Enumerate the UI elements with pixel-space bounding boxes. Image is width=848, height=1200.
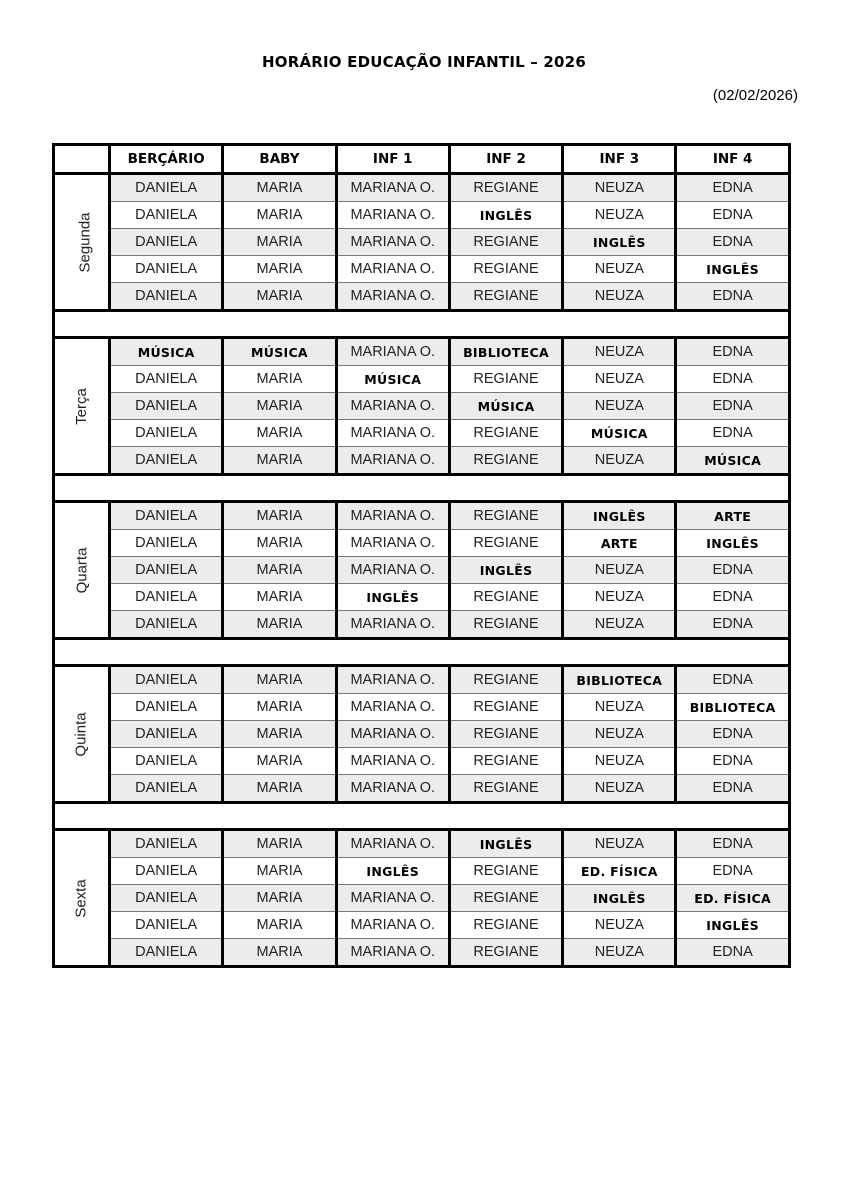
schedule-cell: DANIELA	[110, 256, 223, 283]
schedule-cell: EDNA	[676, 393, 789, 420]
schedule-cell: NEUZA	[563, 202, 676, 229]
separator-cell	[54, 639, 790, 666]
schedule-cell: EDNA	[676, 830, 789, 858]
schedule-cell: DANIELA	[110, 694, 223, 721]
schedule-cell: REGIANE	[449, 666, 562, 694]
schedule-cell: NEUZA	[563, 775, 676, 803]
schedule-cell: DANIELA	[110, 611, 223, 639]
schedule-cell: NEUZA	[563, 584, 676, 611]
schedule-cell: REGIANE	[449, 775, 562, 803]
schedule-cell: EDNA	[676, 611, 789, 639]
schedule-cell: MARIANA O.	[336, 885, 449, 912]
schedule-cell: EDNA	[676, 858, 789, 885]
day-label-text: Quarta	[72, 547, 90, 593]
table-row	[54, 557, 790, 584]
schedule-cell: EDNA	[676, 202, 789, 229]
day-label-quinta	[54, 666, 110, 803]
schedule-cell: MARIA	[223, 393, 336, 420]
schedule-cell: BIBLIOTECA	[676, 694, 789, 721]
document-date: (02/02/2026)	[712, 87, 798, 104]
schedule-cell: DANIELA	[110, 502, 223, 530]
schedule-cell: BIBLIOTECA	[563, 666, 676, 694]
schedule-cell: DANIELA	[110, 202, 223, 229]
schedule-cell: MARIA	[223, 530, 336, 557]
schedule-cell: DANIELA	[110, 721, 223, 748]
schedule-cell: MARIA	[223, 420, 336, 447]
schedule-cell: INGLÊS	[449, 830, 562, 858]
schedule-cell: ARTE	[563, 530, 676, 557]
schedule-cell: NEUZA	[563, 611, 676, 639]
table-row	[54, 748, 790, 775]
day-label-text: Segunda	[76, 211, 94, 273]
schedule-cell: REGIANE	[449, 283, 562, 311]
separator-cell	[54, 475, 790, 502]
schedule-cell: MARIANA O.	[336, 393, 449, 420]
schedule-cell: MARIA	[223, 666, 336, 694]
schedule-cell: EDNA	[676, 584, 789, 611]
table-row	[54, 283, 790, 311]
schedule-cell: REGIANE	[449, 174, 562, 202]
schedule-cell: NEUZA	[563, 283, 676, 311]
schedule-cell: MARIA	[223, 502, 336, 530]
schedule-cell: MARIANA O.	[336, 775, 449, 803]
table-row	[54, 366, 790, 393]
table-row	[54, 530, 790, 557]
schedule-cell: MARIANA O.	[336, 939, 449, 967]
schedule-cell: MÚSICA	[449, 393, 562, 420]
separator-cell	[54, 803, 790, 830]
schedule-cell: INGLÊS	[449, 557, 562, 584]
schedule-cell: DANIELA	[110, 447, 223, 475]
schedule-cell: INGLÊS	[563, 885, 676, 912]
table-row	[54, 830, 790, 858]
schedule-cell: INGLÊS	[336, 584, 449, 611]
table-row	[54, 420, 790, 447]
schedule-cell: EDNA	[676, 338, 789, 366]
table-row	[54, 338, 790, 366]
schedule-cell: REGIANE	[449, 885, 562, 912]
schedule-cell: MARIANA O.	[336, 611, 449, 639]
schedule-cell: MARIA	[223, 366, 336, 393]
header-inf2: INF 2	[449, 145, 562, 174]
schedule-cell: EDNA	[676, 283, 789, 311]
schedule-cell: INGLÊS	[563, 229, 676, 256]
table-row	[54, 584, 790, 611]
schedule-cell: EDNA	[676, 557, 789, 584]
schedule-cell: NEUZA	[563, 393, 676, 420]
schedule-cell: EDNA	[676, 775, 789, 803]
schedule-cell: REGIANE	[449, 420, 562, 447]
schedule-cell: REGIANE	[449, 858, 562, 885]
schedule-cell: MARIANA O.	[336, 447, 449, 475]
schedule-cell: INGLÊS	[449, 202, 562, 229]
schedule-cell: DANIELA	[110, 584, 223, 611]
schedule-cell: MARIA	[223, 830, 336, 858]
schedule-cell: MÚSICA	[223, 338, 336, 366]
schedule-cell: MARIANA O.	[336, 202, 449, 229]
schedule-cell: MARIA	[223, 283, 336, 311]
table-row	[54, 858, 790, 885]
table-row	[54, 447, 790, 475]
schedule-cell: MARIANA O.	[336, 748, 449, 775]
schedule-cell: MARIANA O.	[336, 830, 449, 858]
schedule-cell: EDNA	[676, 939, 789, 967]
schedule-cell: MARIA	[223, 557, 336, 584]
schedule-cell: MARIANA O.	[336, 557, 449, 584]
table-row	[54, 694, 790, 721]
schedule-cell: MARIA	[223, 912, 336, 939]
schedule-cell: MARIA	[223, 229, 336, 256]
header-inf3: INF 3	[563, 145, 676, 174]
table-row	[54, 885, 790, 912]
header-bercario: BERÇÁRIO	[110, 145, 223, 174]
schedule-cell: EDNA	[676, 748, 789, 775]
schedule-cell: MARIA	[223, 174, 336, 202]
schedule-cell: MARIANA O.	[336, 338, 449, 366]
schedule-cell: DANIELA	[110, 530, 223, 557]
schedule-cell: MARIA	[223, 256, 336, 283]
schedule-cell: NEUZA	[563, 338, 676, 366]
table-row	[54, 174, 790, 202]
schedule-cell: DANIELA	[110, 939, 223, 967]
schedule-cell: DANIELA	[110, 393, 223, 420]
day-label-sexta	[54, 830, 110, 967]
schedule-cell: MARIA	[223, 885, 336, 912]
table-row	[54, 611, 790, 639]
schedule-cell: MARIANA O.	[336, 666, 449, 694]
schedule-cell: MÚSICA	[676, 447, 789, 475]
day-label-text: Quinta	[72, 711, 90, 757]
schedule-cell: MARIANA O.	[336, 694, 449, 721]
schedule-cell: EDNA	[676, 229, 789, 256]
schedule-cell: INGLÊS	[563, 502, 676, 530]
schedule-cell: MARIANA O.	[336, 256, 449, 283]
schedule-cell: REGIANE	[449, 694, 562, 721]
schedule-cell: ED. FÍSICA	[563, 858, 676, 885]
schedule-cell: EDNA	[676, 721, 789, 748]
schedule-cell: DANIELA	[110, 174, 223, 202]
schedule-cell: NEUZA	[563, 721, 676, 748]
header-baby: BABY	[223, 145, 336, 174]
schedule-cell: REGIANE	[449, 721, 562, 748]
schedule-cell: REGIANE	[449, 912, 562, 939]
schedule-cell: NEUZA	[563, 447, 676, 475]
schedule-cell: EDNA	[676, 666, 789, 694]
schedule-cell: MARIANA O.	[336, 283, 449, 311]
table-row	[54, 721, 790, 748]
schedule-cell: REGIANE	[449, 584, 562, 611]
schedule-cell: MARIANA O.	[336, 229, 449, 256]
day-label-quarta	[54, 502, 110, 639]
schedule-body	[54, 174, 790, 967]
table-row	[54, 229, 790, 256]
schedule-cell: EDNA	[676, 366, 789, 393]
schedule-cell: MARIANA O.	[336, 420, 449, 447]
schedule-cell: REGIANE	[449, 611, 562, 639]
schedule-cell: NEUZA	[563, 748, 676, 775]
schedule-cell: REGIANE	[449, 366, 562, 393]
schedule-cell: DANIELA	[110, 912, 223, 939]
schedule-cell: MARIA	[223, 202, 336, 229]
schedule-cell: DANIELA	[110, 666, 223, 694]
schedule-cell: DANIELA	[110, 830, 223, 858]
header-corner	[54, 145, 110, 174]
schedule-cell: MARIA	[223, 775, 336, 803]
schedule-cell: REGIANE	[449, 502, 562, 530]
day-separator	[54, 639, 790, 666]
table-row	[54, 256, 790, 283]
schedule-cell: REGIANE	[449, 229, 562, 256]
schedule-cell: DANIELA	[110, 858, 223, 885]
schedule-cell: MARIANA O.	[336, 912, 449, 939]
schedule-cell: MARIA	[223, 721, 336, 748]
schedule-cell: MARIANA O.	[336, 721, 449, 748]
schedule-cell: BIBLIOTECA	[449, 338, 562, 366]
schedule-cell: DANIELA	[110, 748, 223, 775]
header-row	[54, 145, 790, 174]
table-row	[54, 939, 790, 967]
schedule-cell: DANIELA	[110, 557, 223, 584]
table-row	[54, 393, 790, 420]
schedule-cell: DANIELA	[110, 775, 223, 803]
schedule-cell: DANIELA	[110, 885, 223, 912]
schedule-cell: MÚSICA	[563, 420, 676, 447]
schedule-cell: REGIANE	[449, 256, 562, 283]
schedule-cell: DANIELA	[110, 283, 223, 311]
schedule-cell: MÚSICA	[336, 366, 449, 393]
day-separator	[54, 475, 790, 502]
schedule-cell: NEUZA	[563, 912, 676, 939]
schedule-cell: NEUZA	[563, 939, 676, 967]
schedule-table	[52, 143, 791, 968]
schedule-cell: MARIA	[223, 584, 336, 611]
schedule-cell: MARIA	[223, 858, 336, 885]
schedule-cell: MARIANA O.	[336, 502, 449, 530]
header-inf4: INF 4	[676, 145, 789, 174]
schedule-cell: REGIANE	[449, 530, 562, 557]
schedule-cell: INGLÊS	[336, 858, 449, 885]
schedule-cell: NEUZA	[563, 366, 676, 393]
schedule-cell: REGIANE	[449, 447, 562, 475]
day-separator	[54, 311, 790, 338]
schedule-cell: MARIA	[223, 694, 336, 721]
table-row	[54, 202, 790, 229]
schedule-cell: NEUZA	[563, 174, 676, 202]
document-title: HORÁRIO EDUCAÇÃO INFANTIL – 2026	[262, 53, 586, 71]
schedule-cell: MARIA	[223, 748, 336, 775]
day-label-text: Terça	[73, 387, 90, 425]
day-label-segunda	[54, 174, 110, 311]
table-row	[54, 666, 790, 694]
schedule-cell: DANIELA	[110, 229, 223, 256]
separator-cell	[54, 311, 790, 338]
schedule-cell: MARIANA O.	[336, 174, 449, 202]
schedule-cell: NEUZA	[563, 557, 676, 584]
schedule-cell: MÚSICA	[110, 338, 223, 366]
schedule-cell: ED. FÍSICA	[676, 885, 789, 912]
day-label-terca	[54, 338, 110, 475]
day-label-text: Sexta	[72, 878, 90, 918]
schedule-cell: EDNA	[676, 420, 789, 447]
schedule-cell: EDNA	[676, 174, 789, 202]
schedule-cell: INGLÊS	[676, 256, 789, 283]
schedule-cell: INGLÊS	[676, 530, 789, 557]
schedule-cell: MARIANA O.	[336, 530, 449, 557]
schedule-cell: MARIA	[223, 447, 336, 475]
schedule-cell: NEUZA	[563, 830, 676, 858]
schedule-cell: INGLÊS	[676, 912, 789, 939]
schedule-cell: NEUZA	[563, 694, 676, 721]
table-row	[54, 775, 790, 803]
schedule-cell: MARIA	[223, 611, 336, 639]
schedule-cell: DANIELA	[110, 420, 223, 447]
schedule-cell: REGIANE	[449, 939, 562, 967]
table-row	[54, 502, 790, 530]
table-row	[54, 912, 790, 939]
schedule-cell: DANIELA	[110, 366, 223, 393]
day-separator	[54, 803, 790, 830]
schedule-cell: REGIANE	[449, 748, 562, 775]
schedule-cell: ARTE	[676, 502, 789, 530]
schedule-cell: NEUZA	[563, 256, 676, 283]
schedule-cell: MARIA	[223, 939, 336, 967]
header-inf1: INF 1	[336, 145, 449, 174]
